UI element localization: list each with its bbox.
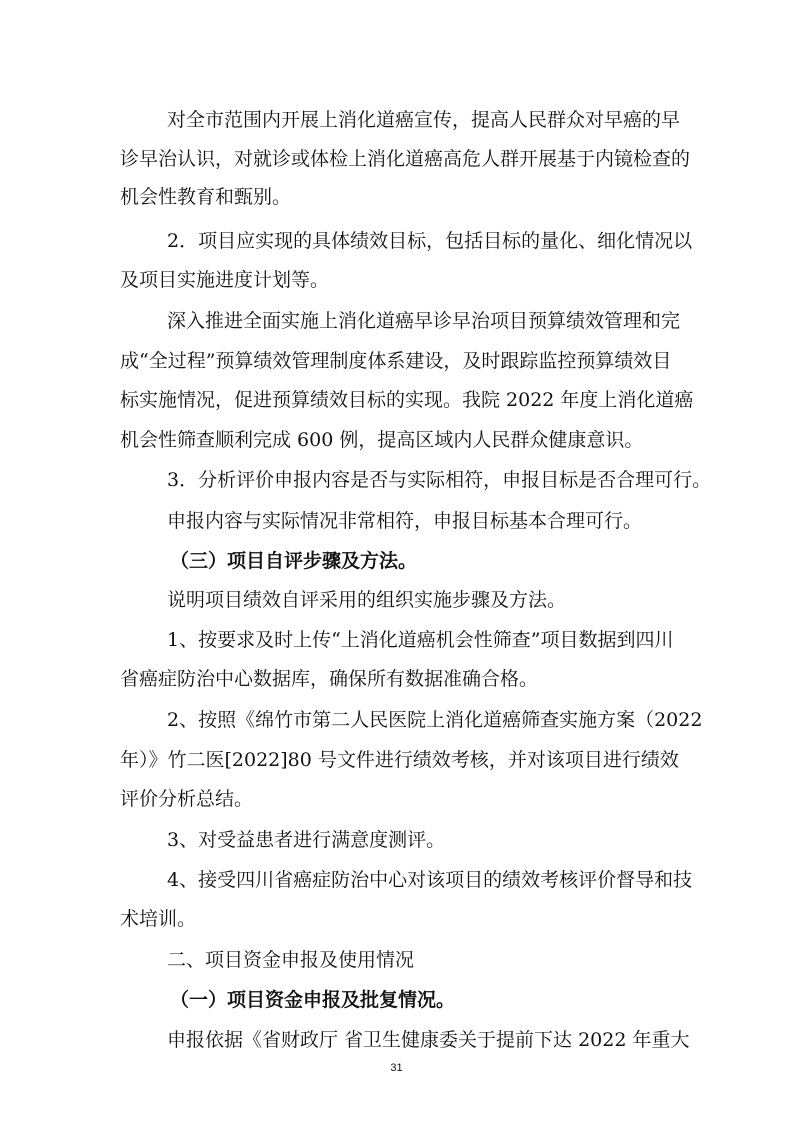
paragraph-line-6: 深入推进全面实施上消化道癌早诊早治项目预算绩效管理和完 — [167, 310, 681, 332]
paragraph-line-17: 年）》竹二医[2022]80 号文件进行绩效考核，并对该项目进行绩效 — [120, 749, 679, 771]
paragraph-line-14: 1、按要求及时上传“上消化道癌机会性筛查”项目数据到四川 — [167, 629, 674, 651]
paragraph-line-7: 成“全过程”预算绩效管理制度体系建设，及时跟踪监控预算绩效目 — [120, 350, 672, 372]
paragraph-line-2: 诊早治认识，对就诊或体检上消化道癌高危人群开展基于内镜检查的 — [120, 148, 691, 170]
paragraph-line-18: 评价分析总结。 — [120, 788, 254, 810]
section-heading-3: （三）项目自评步骤及方法。 — [170, 550, 418, 572]
paragraph-line-10: 3．分析评价申报内容是否与实际相符，申报目标是否合理可行。 — [167, 469, 712, 491]
paragraph-line-15: 省癌症防治中心数据库，确保所有数据准确合格。 — [120, 668, 539, 690]
paragraph-line-4: 2．项目应实现的具体绩效目标，包括目标的量化、细化情况以 — [167, 230, 693, 252]
paragraph-line-20: 4、接受四川省癌症防治中心对该项目的绩效考核评价督导和技 — [167, 869, 693, 891]
paragraph-line-21: 术培训。 — [120, 908, 197, 930]
paragraph-line-8: 标实施情况，促进预算绩效目标的实现。我院 2022 年度上消化道癌 — [120, 389, 694, 411]
paragraph-line-1: 对全市范围内开展上消化道癌宣传，提高人民群众对早癌的早 — [167, 109, 681, 131]
paragraph-line-11: 申报内容与实际情况非常相符，申报目标基本合理可行。 — [167, 510, 643, 532]
paragraph-line-24: 申报依据《省财政厅 省卫生健康委关于提前下达 2022 年重大 — [167, 1029, 690, 1051]
paragraph-line-3: 机会性教育和甄别。 — [120, 186, 292, 208]
paragraph-line-19: 3、对受益患者进行满意度测评。 — [167, 829, 446, 851]
page-number: 31 — [390, 1062, 403, 1074]
paragraph-line-16: 2、按照《绵竹市第二人民医院上消化道癌筛查实施方案（2022 — [167, 709, 703, 731]
paragraph-line-13: 说明项目绩效自评采用的组织实施步骤及方法。 — [167, 589, 567, 611]
section-heading-2: 二、项目资金申报及使用情况 — [167, 949, 415, 971]
section-heading-1: （一）项目资金申报及批复情况。 — [170, 989, 456, 1011]
paragraph-line-9: 机会性筛查顺利完成 600 例，提高区域内人民群众健康意识。 — [120, 429, 644, 451]
paragraph-line-5: 及项目实施进度计划等。 — [120, 269, 330, 291]
